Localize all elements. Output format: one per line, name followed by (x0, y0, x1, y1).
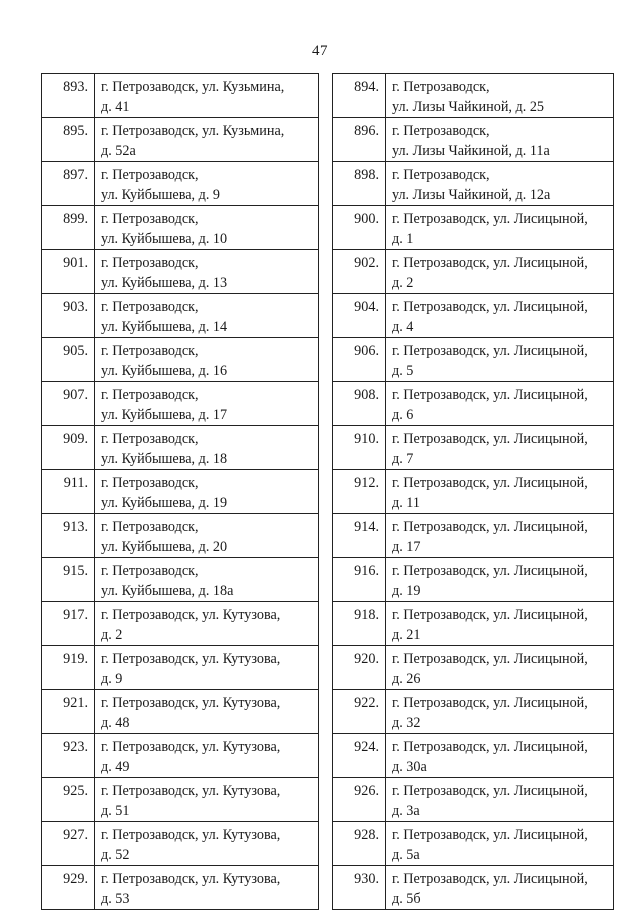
entry-address-right: г. Петрозаводск, ул. Лисицыной, д. 5б (386, 866, 614, 910)
entry-address-left: г. Петрозаводск, ул. Куйбышева, д. 18 (95, 426, 319, 470)
entry-number-right: 904. (333, 294, 386, 338)
entry-number-left: 921. (42, 690, 95, 734)
entry-number-right: 898. (333, 162, 386, 206)
table-row (42, 206, 614, 250)
entry-address-right: г. Петрозаводск, ул. Лисицыной, д. 17 (386, 514, 614, 558)
entry-address-right: г. Петрозаводск, ул. Лисицыной, д. 30а (386, 734, 614, 778)
entry-address-right: г. Петрозаводск, ул. Лисицыной, д. 1 (386, 206, 614, 250)
entry-address-right: г. Петрозаводск, ул. Лисицыной, д. 21 (386, 602, 614, 646)
entry-address-left: г. Петрозаводск, ул. Куйбышева, д. 17 (95, 382, 319, 426)
entry-number-left: 923. (42, 734, 95, 778)
entry-number-right: 922. (333, 690, 386, 734)
table-row (42, 866, 614, 910)
entry-number-left: 905. (42, 338, 95, 382)
entry-number-right: 930. (333, 866, 386, 910)
entry-address-right: г. Петрозаводск, ул. Лисицыной, д. 26 (386, 646, 614, 690)
entry-number-left: 907. (42, 382, 95, 426)
entry-number-left: 893. (42, 74, 95, 118)
entry-number-right: 916. (333, 558, 386, 602)
column-gap (319, 250, 333, 294)
entry-address-right: г. Петрозаводск, ул. Лизы Чайкиной, д. 11а (386, 118, 614, 162)
column-gap (319, 778, 333, 822)
column-gap (319, 74, 333, 118)
entry-number-left: 899. (42, 206, 95, 250)
entry-number-right: 924. (333, 734, 386, 778)
table-row (42, 646, 614, 690)
entry-address-right: г. Петрозаводск, ул. Лисицыной, д. 6 (386, 382, 614, 426)
entry-number-left: 917. (42, 602, 95, 646)
entry-address-right: г. Петрозаводск, ул. Лисицыной, д. 7 (386, 426, 614, 470)
entry-address-left: г. Петрозаводск, ул. Куйбышева, д. 9 (95, 162, 319, 206)
entry-address-left: г. Петрозаводск, ул. Куйбышева, д. 16 (95, 338, 319, 382)
entry-address-right: г. Петрозаводск, ул. Лизы Чайкиной, д. 25 (386, 74, 614, 118)
column-gap (319, 294, 333, 338)
column-gap (319, 734, 333, 778)
entry-number-left: 915. (42, 558, 95, 602)
table-row (42, 426, 614, 470)
entry-number-right: 914. (333, 514, 386, 558)
entry-address-right: г. Петрозаводск, ул. Лисицыной, д. 11 (386, 470, 614, 514)
entry-number-right: 894. (333, 74, 386, 118)
entry-address-left: г. Петрозаводск, ул. Кутузова, д. 2 (95, 602, 319, 646)
table-row (42, 74, 614, 118)
column-gap (319, 382, 333, 426)
entry-address-right: г. Петрозаводск, ул. Лисицыной, д. 4 (386, 294, 614, 338)
column-gap (319, 602, 333, 646)
entry-number-left: 903. (42, 294, 95, 338)
address-table (41, 73, 614, 910)
entry-number-right: 912. (333, 470, 386, 514)
column-gap (319, 866, 333, 910)
table-row (42, 294, 614, 338)
column-gap (319, 206, 333, 250)
table-row (42, 690, 614, 734)
entry-address-left: г. Петрозаводск, ул. Куйбышева, д. 19 (95, 470, 319, 514)
entry-address-left: г. Петрозаводск, ул. Кузьмина, д. 41 (95, 74, 319, 118)
entry-address-right: г. Петрозаводск, ул. Лисицыной, д. 19 (386, 558, 614, 602)
entry-number-left: 919. (42, 646, 95, 690)
table-row (42, 470, 614, 514)
entry-address-left: г. Петрозаводск, ул. Куйбышева, д. 20 (95, 514, 319, 558)
entry-address-right: г. Петрозаводск, ул. Лисицыной, д. 5а (386, 822, 614, 866)
table-row (42, 734, 614, 778)
entry-number-right: 896. (333, 118, 386, 162)
column-gap (319, 338, 333, 382)
column-gap (319, 646, 333, 690)
entry-number-right: 928. (333, 822, 386, 866)
table-row (42, 514, 614, 558)
entry-number-left: 927. (42, 822, 95, 866)
table-row (42, 558, 614, 602)
address-table-body (42, 74, 614, 910)
entry-address-left: г. Петрозаводск, ул. Куйбышева, д. 10 (95, 206, 319, 250)
column-gap (319, 822, 333, 866)
entry-number-right: 900. (333, 206, 386, 250)
entry-number-right: 902. (333, 250, 386, 294)
entry-address-right: г. Петрозаводск, ул. Лисицыной, д. 2 (386, 250, 614, 294)
entry-address-left: г. Петрозаводск, ул. Куйбышева, д. 13 (95, 250, 319, 294)
column-gap (319, 514, 333, 558)
entry-address-left: г. Петрозаводск, ул. Кутузова, д. 49 (95, 734, 319, 778)
entry-number-left: 925. (42, 778, 95, 822)
table-row (42, 822, 614, 866)
table-row (42, 382, 614, 426)
table-row (42, 118, 614, 162)
column-gap (319, 118, 333, 162)
entry-number-right: 918. (333, 602, 386, 646)
entry-number-left: 913. (42, 514, 95, 558)
entry-number-right: 906. (333, 338, 386, 382)
entry-address-right: г. Петрозаводск, ул. Лисицыной, д. 3а (386, 778, 614, 822)
table-row (42, 162, 614, 206)
entry-number-left: 911. (42, 470, 95, 514)
entry-address-left: г. Петрозаводск, ул. Кузьмина, д. 52а (95, 118, 319, 162)
entry-address-left: г. Петрозаводск, ул. Кутузова, д. 48 (95, 690, 319, 734)
entry-address-left: г. Петрозаводск, ул. Кутузова, д. 9 (95, 646, 319, 690)
table-row (42, 778, 614, 822)
entry-number-left: 901. (42, 250, 95, 294)
entry-address-left: г. Петрозаводск, ул. Кутузова, д. 53 (95, 866, 319, 910)
entry-address-left: г. Петрозаводск, ул. Кутузова, д. 52 (95, 822, 319, 866)
entry-address-left: г. Петрозаводск, ул. Куйбышева, д. 18а (95, 558, 319, 602)
entry-number-left: 929. (42, 866, 95, 910)
entry-address-left: г. Петрозаводск, ул. Кутузова, д. 51 (95, 778, 319, 822)
entry-address-left: г. Петрозаводск, ул. Куйбышева, д. 14 (95, 294, 319, 338)
page-number: 47 (312, 43, 328, 59)
entry-number-left: 897. (42, 162, 95, 206)
entry-address-right: г. Петрозаводск, ул. Лизы Чайкиной, д. 12а (386, 162, 614, 206)
entry-address-right: г. Петрозаводск, ул. Лисицыной, д. 32 (386, 690, 614, 734)
entry-number-left: 909. (42, 426, 95, 470)
column-gap (319, 558, 333, 602)
table-row (42, 602, 614, 646)
entry-address-right: г. Петрозаводск, ул. Лисицыной, д. 5 (386, 338, 614, 382)
column-gap (319, 690, 333, 734)
column-gap (319, 162, 333, 206)
entry-number-right: 910. (333, 426, 386, 470)
column-gap (319, 426, 333, 470)
table-row (42, 250, 614, 294)
entry-number-right: 920. (333, 646, 386, 690)
table-row (42, 338, 614, 382)
entry-number-right: 926. (333, 778, 386, 822)
entry-number-left: 895. (42, 118, 95, 162)
column-gap (319, 470, 333, 514)
entry-number-right: 908. (333, 382, 386, 426)
